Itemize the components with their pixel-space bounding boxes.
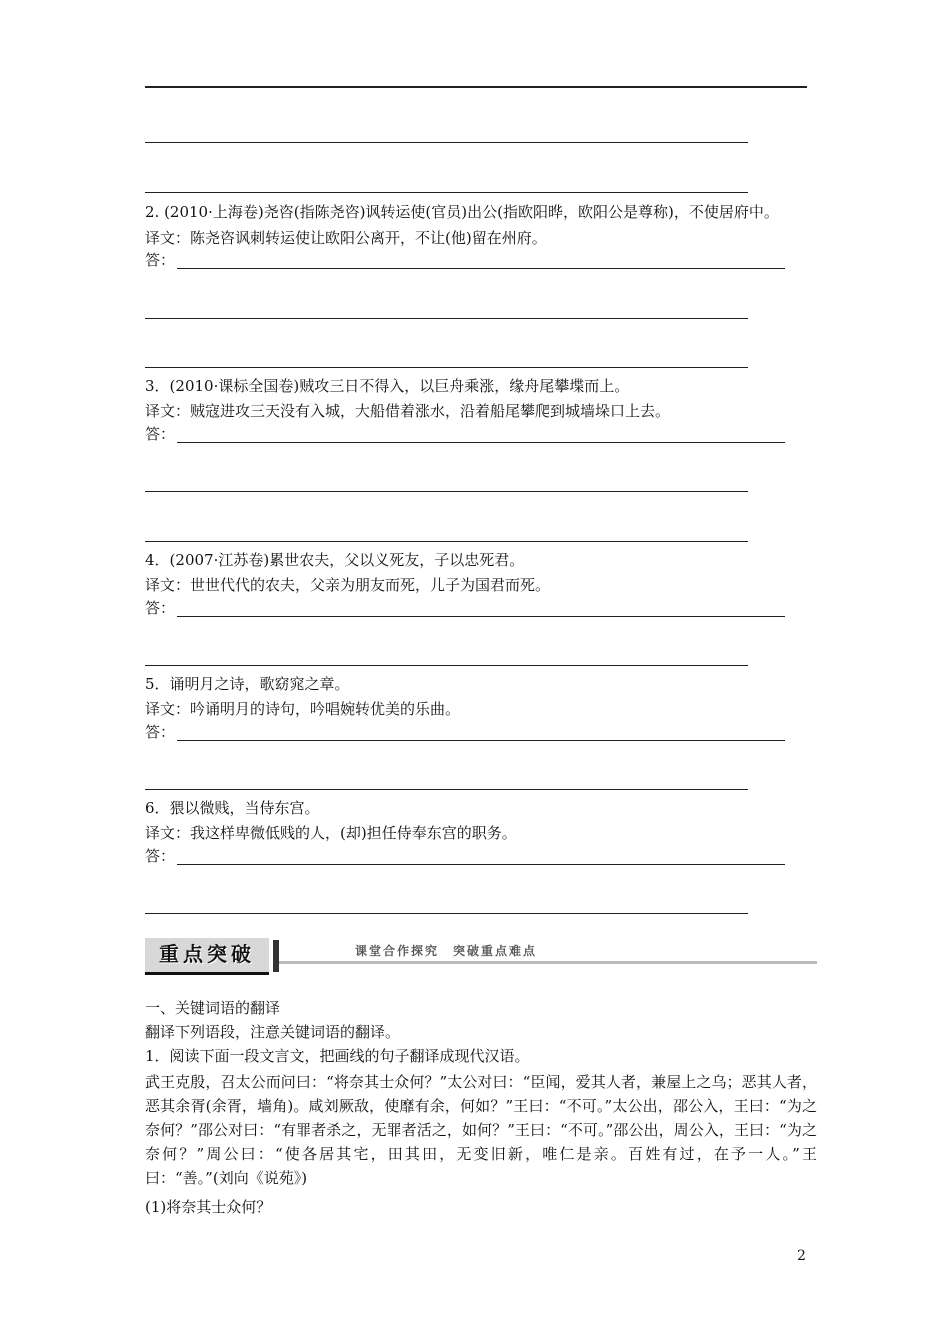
translation-text: 译文：陈尧咨讽刺转运使让欧阳公离开，不让(他)留在州府。 — [145, 229, 547, 247]
subquestion-text: (1)将奈其士众何？ — [145, 1198, 272, 1216]
answer-label: 答： — [145, 599, 176, 617]
answer-line — [177, 740, 785, 741]
answer-row[interactable] — [145, 250, 785, 270]
answer-line — [177, 864, 785, 865]
banner-rule — [279, 961, 817, 964]
answer-label: 答： — [145, 847, 176, 865]
section-banner — [145, 936, 817, 974]
banner-divider — [273, 940, 279, 972]
task-text: 1．阅读下面一段文言文，把画线的句子翻译成现代汉语。 — [145, 1047, 530, 1065]
question-text: 4．(2007·江苏卷)累世农夫，父以义死友，子以忠死君。 — [145, 551, 525, 569]
answer-label: 答： — [145, 251, 176, 269]
answer-row[interactable] — [145, 846, 785, 866]
question-text: 3．(2010·课标全国卷)贼攻三日不得入，以巨舟乘涨，缘舟尾攀堞而上。 — [145, 377, 630, 395]
answer-line — [145, 192, 748, 193]
translation-text: 译文：吟诵明月的诗句，吟唱婉转优美的乐曲。 — [145, 700, 461, 718]
answer-line — [145, 491, 748, 492]
answer-line — [177, 442, 785, 443]
translation-text: 译文：贼寇进攻三天没有入城，大船借着涨水，沿着船尾攀爬到城墙垛口上去。 — [145, 402, 671, 420]
page-number: 2 — [797, 1248, 806, 1264]
answer-row[interactable] — [145, 424, 785, 444]
answer-line — [145, 367, 748, 368]
translation-text: 译文：我这样卑微低贱的人，(却)担任侍奉东宫的职务。 — [145, 824, 517, 842]
classical-passage: 武王克殷，召太公而问曰：“将奈其士众何？”太公对曰：“臣闻，爱其人者，兼屋上之乌；恶其人者，恶其余胥(余胥，墙角)。咸刘厥敌，使靡有余，何如？”王曰：“不可。”太公出，邵公入，王曰：“为之奈何？”邵公对曰：“有罪者杀之，无罪者活之，如何？”王曰：“不可。”邵公出，周公入，王曰：“为之奈何？”周公曰：“使各居其宅，田其田，无变旧新，唯仁是亲。百姓有过，在予一人。”王曰：“善。”(刘向《说苑》) — [145, 1073, 817, 1187]
answer-row[interactable] — [145, 722, 785, 742]
answer-line — [145, 86, 807, 88]
answer-line — [177, 268, 785, 269]
section-instruction: 翻译下列语段，注意关键词语的翻译。 — [145, 1023, 401, 1041]
answer-label: 答： — [145, 723, 176, 741]
answer-line — [145, 318, 748, 319]
question-text: 2. (2010·上海卷)尧咨(指陈尧咨)讽转运使(官员)出公(指欧阳晔，欧阳公是尊称)，不使居府中。 — [145, 203, 779, 221]
answer-line — [145, 665, 748, 666]
banner-title-box — [145, 938, 269, 975]
banner-subtitle: 课堂合作探究 突破重点难点 — [355, 944, 538, 958]
answer-line — [145, 913, 748, 914]
answer-line — [145, 789, 748, 790]
translation-text: 译文：世世代代的农夫，父亲为朋友而死，儿子为国君而死。 — [145, 576, 551, 594]
banner-title: 重点突破 — [159, 942, 255, 966]
question-text: 5．诵明月之诗，歌窈窕之章。 — [145, 675, 350, 693]
answer-line — [145, 142, 748, 143]
answer-row[interactable] — [145, 598, 785, 618]
answer-line — [145, 541, 748, 542]
answer-label: 答： — [145, 425, 176, 443]
question-text: 6．猥以微贱，当侍东宫。 — [145, 799, 320, 817]
answer-line — [177, 616, 785, 617]
section-heading: 一、关键词语的翻译 — [145, 999, 281, 1017]
